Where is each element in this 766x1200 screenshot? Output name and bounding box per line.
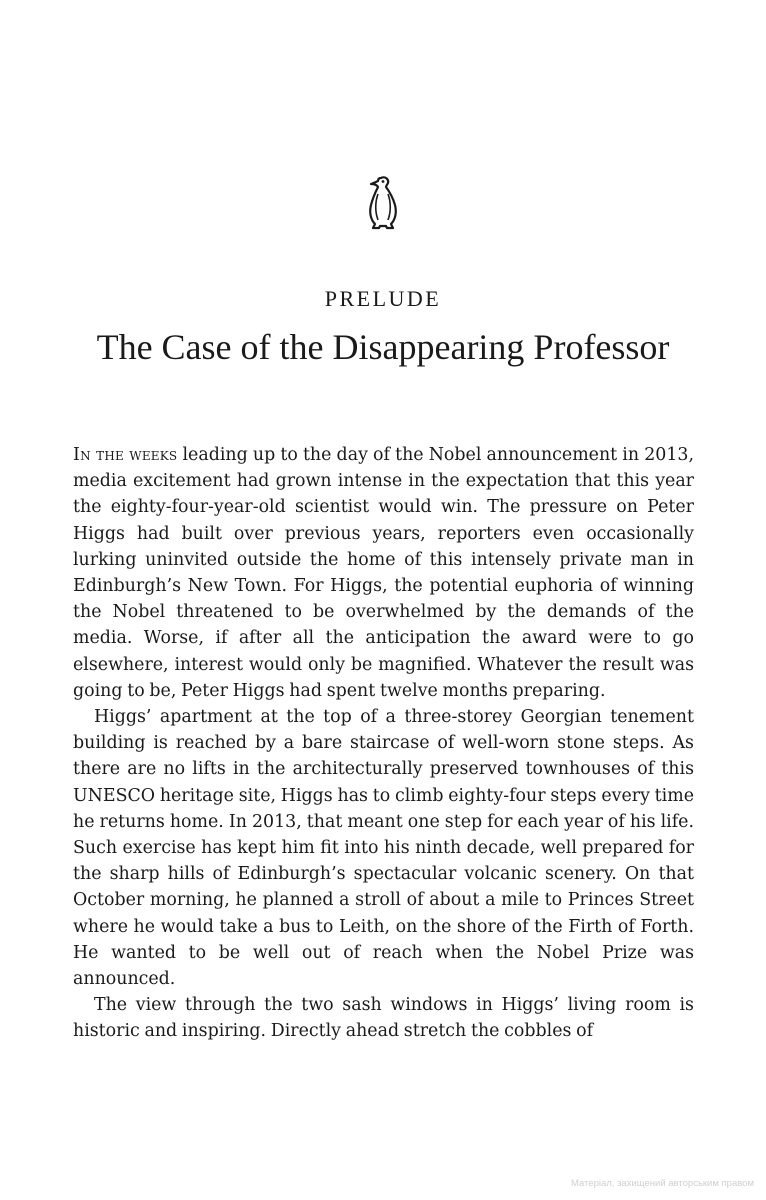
chapter-title: The Case of the Disappearing Professor <box>96 327 670 367</box>
copyright-watermark: Матеріал, захищений авторським правом <box>570 1178 754 1189</box>
paragraph: Higgs’ apartment at the top of a three-storey Georgian tenement building is reached by a bare staircase of well-worn stone steps. As there are no lifts in the architecturally preserved townhouses of this UNESCO heritage site, Higgs has to climb eighty-four steps every time he returns home. In 2013, that meant one step for each year of his life. Such exercise has kept him fit into his ninth decade, well prepared for the sharp hills of Edinburgh’s spectacular volcanic scenery. On that October morning, he planned a stroll of about a mile to Princes Street where he would take a bus to Leith, on the shore of the Firth of Forth. He wanted to be well out of reach when the Nobel Prize was announced. <box>73 707 694 990</box>
paragraph-lead: In the weeks <box>73 445 178 465</box>
paragraph <box>73 442 694 704</box>
paragraph: The view through the two sash windows in Higgs’ living room is historic and inspiring. Directly ahead stretch the cobbles of <box>73 995 694 1042</box>
paragraph-text: leading up to the day of the Nobel announcement in 2013, media excitement had grown intense in the expectation that this year the eighty-four-year-old scientist would win. The pressure on Peter Higgs had built over previous years, reporters even occasionally lurking uninvited outside the home of this intensely private man in Edinburgh’s New Town. For Higgs, the potential euphoria of winning the Nobel threatened to be overwhelmed by the demands of the media. Worse, if after all the anticipation the award were to go elsewhere, interest would only be magnified. Whatever the result was going to be, Peter Higgs had spent twelve months preparing. <box>73 445 694 701</box>
chapter-kicker: PRELUDE <box>324 286 442 311</box>
penguin-icon <box>363 174 403 234</box>
body-text <box>73 442 694 1045</box>
